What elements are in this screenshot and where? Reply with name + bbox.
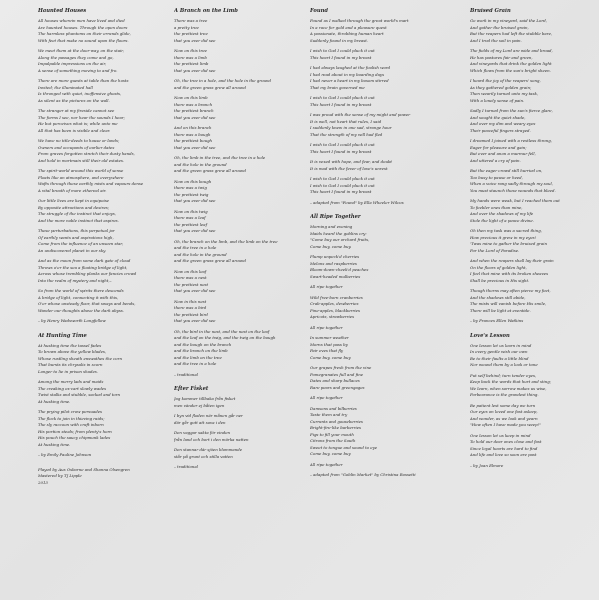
poem-title-efter-fisket: Efter Fisket — [174, 386, 209, 393]
poem-title-all-ripe-together: All Ripe Together — [310, 214, 361, 221]
stanza: Oh then my task was a sacred thing, How precious it grew in my eyes! 'Twas mine to gather the bruised grain For the Lord of Paradise. — [470, 228, 547, 253]
stanza: I wish to God I could pluck it out This heart I found in my breast — [310, 95, 375, 107]
stanza: We meet them at the door-way, on the stair, Along the passages they come and go, Impalpable impressions on the air, A sense of something moving to and fro. — [38, 48, 124, 73]
stanza: It is vexed with hope, and fear, and doubt It is mad with the fever of love's unrest — [310, 159, 392, 171]
stanza: I wish to God I could pluck it out This heart I found in my breast — [310, 142, 375, 154]
stanza: Plump unpeck'd cherries Melons and raspberries Bloom-down-cheek'd peaches Swart-headed mulberries — [310, 254, 369, 279]
stanza: I wish to God I could pluck it out I wish to God I could pluck it out This heart I found in my breast — [310, 176, 375, 195]
attribution: – by Henry Wadsworth Longfellow — [38, 318, 106, 324]
stanza: The stranger at my fireside cannot see The forms I see, nor hear the sounds I hear; He but perceives what is; while unto me All that has been is visible and clear. — [38, 108, 125, 133]
stanza: Oh, the tree in a hole, and the hole in the ground and the green grass grew all around — [174, 78, 272, 90]
stanza: In summer weather Morns that pass by Fair eves that fly Come buy, come buy — [310, 335, 351, 360]
stanza: And on this branch there was a bough the prettiest bough that you ever did see — [174, 125, 216, 150]
stanza: One lesson let us keep in mind To hold our dear ones close and fast Since loyal hearts are hard to find And life and love so soon are past — [470, 432, 542, 458]
column-2 — [174, 8, 298, 594]
stanza: These perturbations, this perpetual jar Of earthly wants and aspirations high, Come from the influence of an unseen star, An undiscovered planet in our sky. — [38, 228, 124, 253]
stanza: Damsons and bilberries Taste them and try Currants and gooseberries Bright-fire-like barberries Figs to fill your mouth Citrons from the South Sweet to tongue and sound to eye Come buy, come buy — [310, 405, 378, 457]
stanza: And when the reapers shall lay their grain On the floors of golden light, I feel that mine with its broken sheaves Shall be precious in His sight. — [470, 258, 554, 283]
stanza: Oh, the limb in the tree, and the tree in a hole and the hole in the ground and the green grass grew all around — [174, 155, 266, 174]
poem-title-branch-on-the-limb: A Branch on the Limb — [174, 8, 238, 14]
stanza: Our grapes fresh from the vine Pomegranates full and fine Dates and sharp bullaces Rare pears and greengages — [310, 365, 372, 390]
stanza: Found as I walked through the great world's mart In a race for gold and a pleasure quest A passionate, throbbing human heart Suddenly found in my breast. — [310, 18, 409, 43]
credit-line: 2013 — [38, 479, 48, 485]
stanza: There was a tree a pretty tree the prettiest tree that you ever did see — [174, 18, 216, 43]
attribution: – by Frances Ellen Watkins — [470, 318, 524, 324]
stanza: I was proud with the sense of my might and power It is well, not heart that rules, I said I suddenly knew in one sad, strange hour That the strength of my will had fled — [310, 112, 411, 137]
column-3 — [310, 8, 466, 594]
stanza: Among the merry lads and maids The creaking ox-cart slowly wades Twixt stalks and stubble, sacked and torn At husking time. — [38, 379, 121, 404]
stanza: Den stannar där sjöen blommande står på grunt och stilla vatten — [174, 447, 243, 459]
credit-line: Played by Aus Osborne and Shanna Olsengren — [38, 466, 130, 472]
stanza: All ripe together — [310, 324, 343, 330]
attribution: – by Joan Elmore — [470, 462, 504, 468]
stanza: I byn vid floden när månen går ner där går gott att sova i den — [174, 413, 243, 425]
attribution: – by Emily Pauline Johnson — [38, 452, 92, 458]
stanza: Sadly I turned from the sun's fierce glare, And sought the quiet shade, And over my dim and weary eyes Their peaceful fingers strayed. — [470, 108, 553, 133]
stanza: But the eager crowd still hurried on, Too busy to pause or heed, When a voice rang sadly through my soul, You must staunch these wounds that bleed. — [470, 168, 556, 193]
stanza: The spirit-world around this world of sense Floats like an atmosphere, and everywhere Wafts through these earthly mists and vapours dense A vital breath of more ethereal air. — [38, 168, 144, 193]
attribution: – adapted from "Goblin Market" by Christina Rossetti — [310, 472, 416, 478]
attribution: – adapted from "Found" by Ella Wheeler Wilcox — [310, 199, 404, 205]
poem-title-at-husking-time: At Hunting Time — [38, 332, 87, 339]
stanza: One lesson let us learn in mind In every gentle wish our own Be to their faults a little blind Nor wound them by a look or tone — [470, 342, 538, 368]
poem-title-found: Found — [310, 8, 329, 14]
stanza: All ripe together — [310, 284, 343, 290]
poem-title-bruised-grain: Bruised Grain — [470, 8, 511, 14]
stanza: Now on this twig there was a leaf the prettiest leaf that you ever did see — [174, 208, 216, 234]
stanza: Now on this limb there was a branch the prettiest branch that you ever did see — [174, 95, 216, 120]
attribution: – traditional — [174, 371, 198, 377]
column-1 — [38, 8, 152, 594]
credits — [38, 467, 152, 487]
stanza: I dreamed I joined with a restless throng, Eager for pleasure and gain; But ever and anon a murmur fell, And uttered a cry of pain. — [470, 138, 553, 163]
stanza: Now on this tree there was a limb the prettiest limb that you ever did see — [174, 48, 216, 73]
poem-title-loves-lesson: Love's Lesson — [470, 332, 510, 339]
stanza: Oh, the branch on the limb, and the limb on the tree and the tree in a hole and the hole in the ground and the green grass grew all around — [174, 238, 278, 264]
stanza: I had always laughed at the foolish word I had read about in my boarding days I had never a heart in my bosom stirred That my brain governed me — [310, 65, 391, 90]
stanza: At husking time the tassel fades To brown above the yellow blades, Whose rustling sheath enswathes the corn That bursts its chrysalis in scorn Longer to lie in prison shades. — [38, 342, 123, 374]
stanza: Den vaggar sakta för vinden från land och bort i den mörka natten — [174, 430, 249, 442]
credit-line: Mastered by TJ Lipple — [38, 473, 82, 479]
stanza: So from the world of spirits there descends A bridge of light, connecting it with this, O'er whose unsteady floor, that sways and bends, Wander our thoughts above the dark abyss. — [38, 288, 136, 313]
stanza: Oh, the bird in the nest, and the nest on the leaf and the leaf on the twig, and the twig on the bough and the bough on the branch and the branch on the limb and the limb on the tree and the tree in a hole — [174, 328, 276, 367]
stanza: All houses wherein men have lived and died Are haunted houses. Through the open doors The harmless phantoms on their errands glide, With feet that make no sound upon the floors. — [38, 18, 131, 43]
stanza: All ripe together — [310, 395, 343, 401]
attribution: – traditional — [174, 464, 198, 470]
stanza: All ripe together — [310, 461, 343, 467]
stanza: Now in this nest there was a bird the prettiest bird that you ever did see — [174, 298, 216, 324]
stanza: Morning and evening Maids heard the goblins cry: "Come buy our orchard fruits, Come buy, come buy. — [310, 224, 370, 249]
stanza: I wish to God I could pluck it out This heart I found in my breast — [310, 48, 375, 60]
stanza: Put self behind; turn tender eyes, Keep back the words that hurt and sting; We learn, when sorrow makes us wise, Forbearance is the grandest thing. — [470, 372, 552, 398]
stanza: We have no title-deeds to house or lands; Owners and occupants of earlier dates From graves forgotten stretch their dusty hands, And hold in mortmain still their old estates. — [38, 138, 135, 163]
stanza: Wild free-born cranberries Crab-apples, dewberries Pine-apples, blackberries Apricots, strawberries — [310, 294, 363, 320]
stanza: Now on this bough there was a twig the prettiest twig that you ever did see — [174, 178, 216, 204]
stanza: Our little lives are kept in equipoise By opposite attractions and desires; The struggle of the instinct that enjoys, And the more noble instinct that aspires. — [38, 198, 119, 223]
stanza: Now on this leaf there was a nest the prettiest nest that you ever did see — [174, 268, 216, 294]
stanza: The prying pilot crow persuades The flock to join in thieving raids; The sly raccoon with craft inborn His portion steals; from plenty's horn His pouch the saucy chipmunk lades At husking time. — [38, 409, 112, 447]
stanza: Though thorns may often pierce my feet, And the shadows still abide, The mists will vanish before His smile, There will be light at eventide. — [470, 288, 551, 313]
column-4 — [470, 8, 595, 594]
stanza: Go work in my vineyard, said the Lord, And gather the bruised grain, But the reapers had left the stubble bare, And I trod the soil in pain. — [470, 18, 553, 43]
stanza: Jag kommer tillbaka från fisket men vänder ej båten igen — [174, 396, 236, 408]
stanza: And as the moon from some dark gate of cloud Throws o'er the sea a floating bridge of light, Across whose trembling planks our fancies crowd Into the realm of mystery and night,– — [38, 258, 137, 283]
stanza: Be patient lest some day we turn Our eyes on loved one fast asleep, And wonder, as we look and yearn "How often I have made you weep!" — [470, 402, 541, 428]
stanza: I heard the joy of the reapers' song, As they gathered golden grain; Then wearily turned unto my task, With a lonely sense of pain. — [470, 78, 541, 103]
poem-title-haunted-houses: Haunted Houses — [38, 8, 87, 14]
stanza: The fields of my Lord are wide and broad, He has pastures fair and green, And vineyards that drink the golden light Which flows from the sun's bright sheen. — [470, 48, 553, 73]
stanza: There are more guests at table than the hosts Invited; the illuminated hall Is thronged with quiet, inoffensive ghosts, As silent as the pictures on the wall. — [38, 78, 129, 103]
stanza: My hands were weak, but I reached them out To feebler ones than mine, And over the shadows of my life Stole the light of a peace divine. — [470, 198, 560, 223]
